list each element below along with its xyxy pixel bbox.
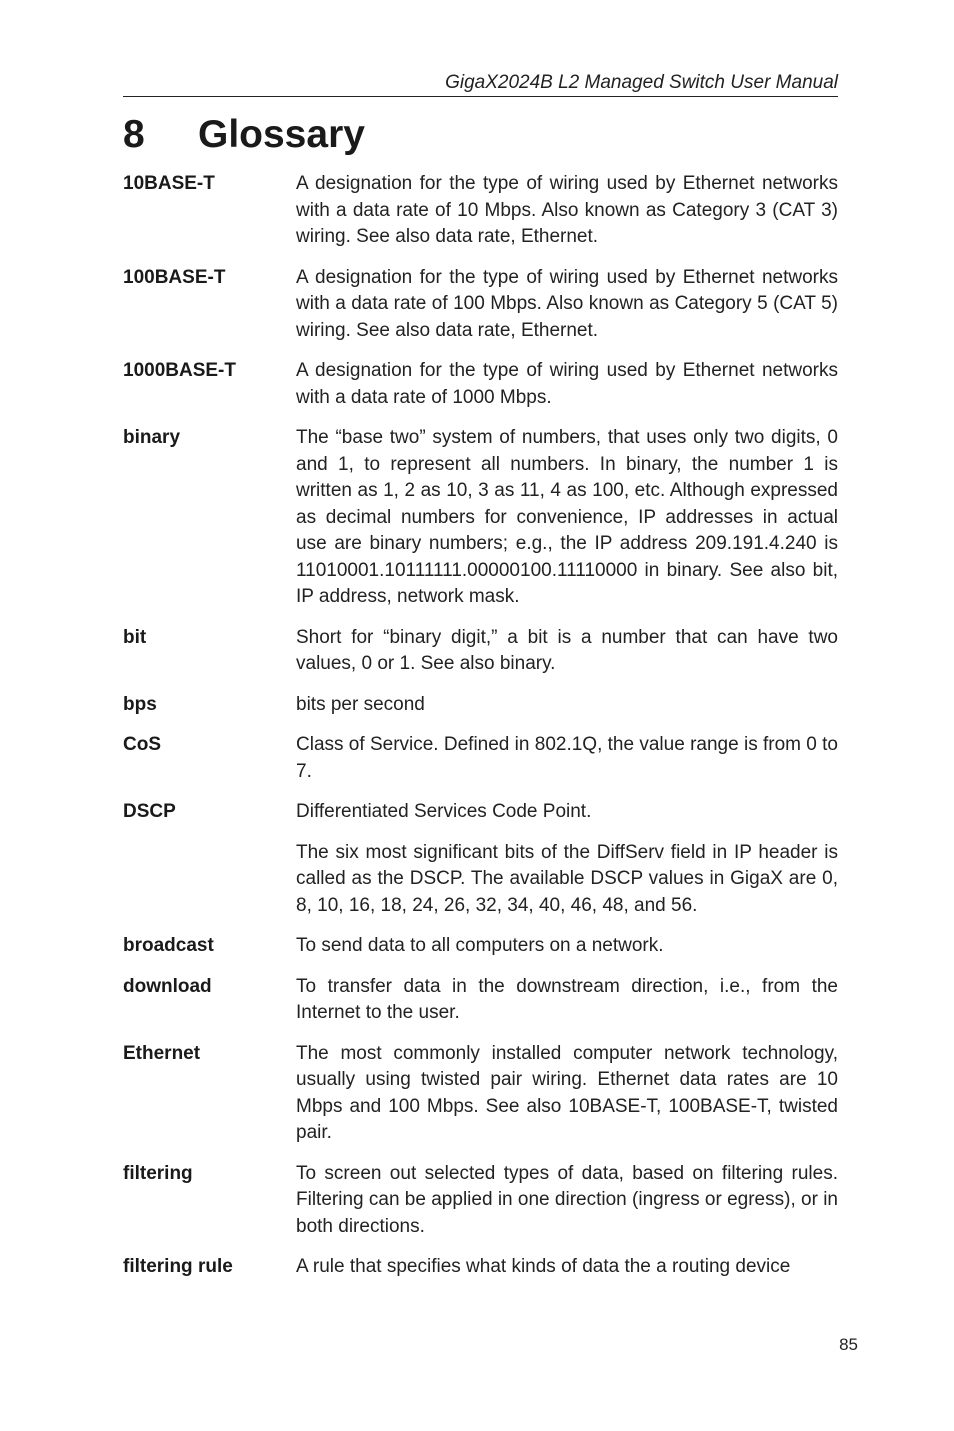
chapter-heading: [123, 111, 365, 159]
glossary-definition: bits per second: [296, 693, 425, 715]
glossary-entry: [123, 799, 838, 919]
glossary-term: CoS: [123, 734, 161, 755]
glossary-term: 1000BASE-T: [123, 360, 236, 381]
glossary-entry: [123, 1041, 838, 1147]
glossary-definitions: [296, 1254, 838, 1281]
glossary-entry: [123, 1161, 838, 1241]
glossary-entry: [123, 732, 838, 785]
glossary-definitions: [296, 625, 838, 678]
header-rule: [123, 96, 838, 97]
glossary-definitions: [296, 799, 838, 919]
glossary-entry: [123, 692, 838, 719]
glossary-definitions: [296, 1041, 838, 1147]
glossary-definition: To screen out selected types of data, based on filtering rules. Filtering can be applied in one direction (ingress or egress), or in both directions.: [296, 1162, 838, 1237]
page-number: 85: [839, 1335, 858, 1354]
glossary-definitions: [296, 171, 838, 251]
glossary-definitions: [296, 1161, 838, 1241]
glossary-term: binary: [123, 427, 181, 448]
glossary-entry: [123, 933, 838, 960]
glossary-definition: A designation for the type of wiring used by Ethernet networks with a data rate of 10 Mbps. Also known as Category 3 (CAT 3) wiring. See also data rate, Ethernet.: [296, 173, 838, 247]
glossary-term: broadcast: [123, 935, 214, 956]
glossary-entry: [123, 1254, 838, 1281]
glossary-definition: A designation for the type of wiring used by Ethernet networks with a data rate of 100 Mbps. Also known as Category 5 (CAT 5) wiring. See also data rate, Ethernet.: [296, 266, 838, 341]
glossary-definition: A designation for the type of wiring used by Ethernet networks with a data rate of 1000 Mbps.: [296, 360, 838, 408]
glossary-definitions: [296, 358, 838, 411]
running-header: GigaX2024B L2 Managed Switch User Manual: [445, 72, 838, 93]
glossary-definition: To send data to all computers on a network.: [296, 935, 664, 956]
glossary-definitions: [296, 425, 838, 611]
glossary-definition: The six most significant bits of the DiffServ field in IP header is called as the DSCP. The available DSCP values in GigaX are 0, 8, 10, 16, 18, 24, 26, 32, 34, 40, 46, 48, and 56.: [296, 841, 838, 916]
glossary-definition: Differentiated Services Code Point.: [296, 801, 592, 822]
glossary-definition: Short for “binary digit,” a bit is a number that can have two values, 0 or 1. See also binary.: [296, 626, 838, 674]
glossary-term: bit: [123, 626, 147, 648]
glossary-definitions: [296, 265, 838, 345]
glossary-definition: Class of Service. Defined in 802.1Q, the value range is from 0 to 7.: [296, 734, 838, 782]
glossary-term: DSCP: [123, 801, 176, 822]
glossary-term: 100BASE-T: [123, 266, 226, 288]
glossary-term: filtering: [123, 1162, 193, 1184]
glossary-list: [123, 171, 838, 1295]
glossary-entry: [123, 265, 838, 345]
glossary-entry: [123, 974, 838, 1027]
glossary-definitions: [296, 692, 838, 719]
glossary-entry: [123, 425, 838, 611]
glossary-term: download: [123, 975, 212, 997]
glossary-definition: A rule that specifies what kinds of data the a routing device: [296, 1256, 791, 1277]
glossary-definitions: [296, 974, 838, 1027]
glossary-definition: The most commonly installed computer network technology, usually using twisted pair wiring. Ethernet data rates are 10 Mbps and 100 Mbps. See also 10BASE-T, 100BASE-T, twisted pair.: [296, 1042, 838, 1143]
glossary-entry: [123, 358, 838, 411]
glossary-definition: To transfer data in the downstream direction, i.e., from the Internet to the user.: [296, 975, 838, 1023]
chapter-number: 8: [123, 113, 145, 156]
glossary-entry: [123, 625, 838, 678]
glossary-term: Ethernet: [123, 1042, 201, 1064]
glossary-term: bps: [123, 693, 157, 715]
glossary-definition: The “base two” system of numbers, that uses only two digits, 0 and 1, to represent all numbers. In binary, the number 1 is written as 1, 2 as 10, 3 as 11, 4 as 100, etc. Although expressed as decimal numbers for convenience, IP addresses in actual use are binary numbers; e.g., the IP address 209.191.4.240 is 11010001.10111111.00000100.11110000 in binary. See also bit, IP address, network mask.: [296, 427, 838, 607]
glossary-term: 10BASE-T: [123, 173, 215, 194]
glossary-definitions: [296, 933, 838, 960]
glossary-term: filtering rule: [123, 1256, 233, 1277]
glossary-definitions: [296, 732, 838, 785]
glossary-entry: [123, 171, 838, 251]
chapter-title: Glossary: [198, 113, 365, 156]
